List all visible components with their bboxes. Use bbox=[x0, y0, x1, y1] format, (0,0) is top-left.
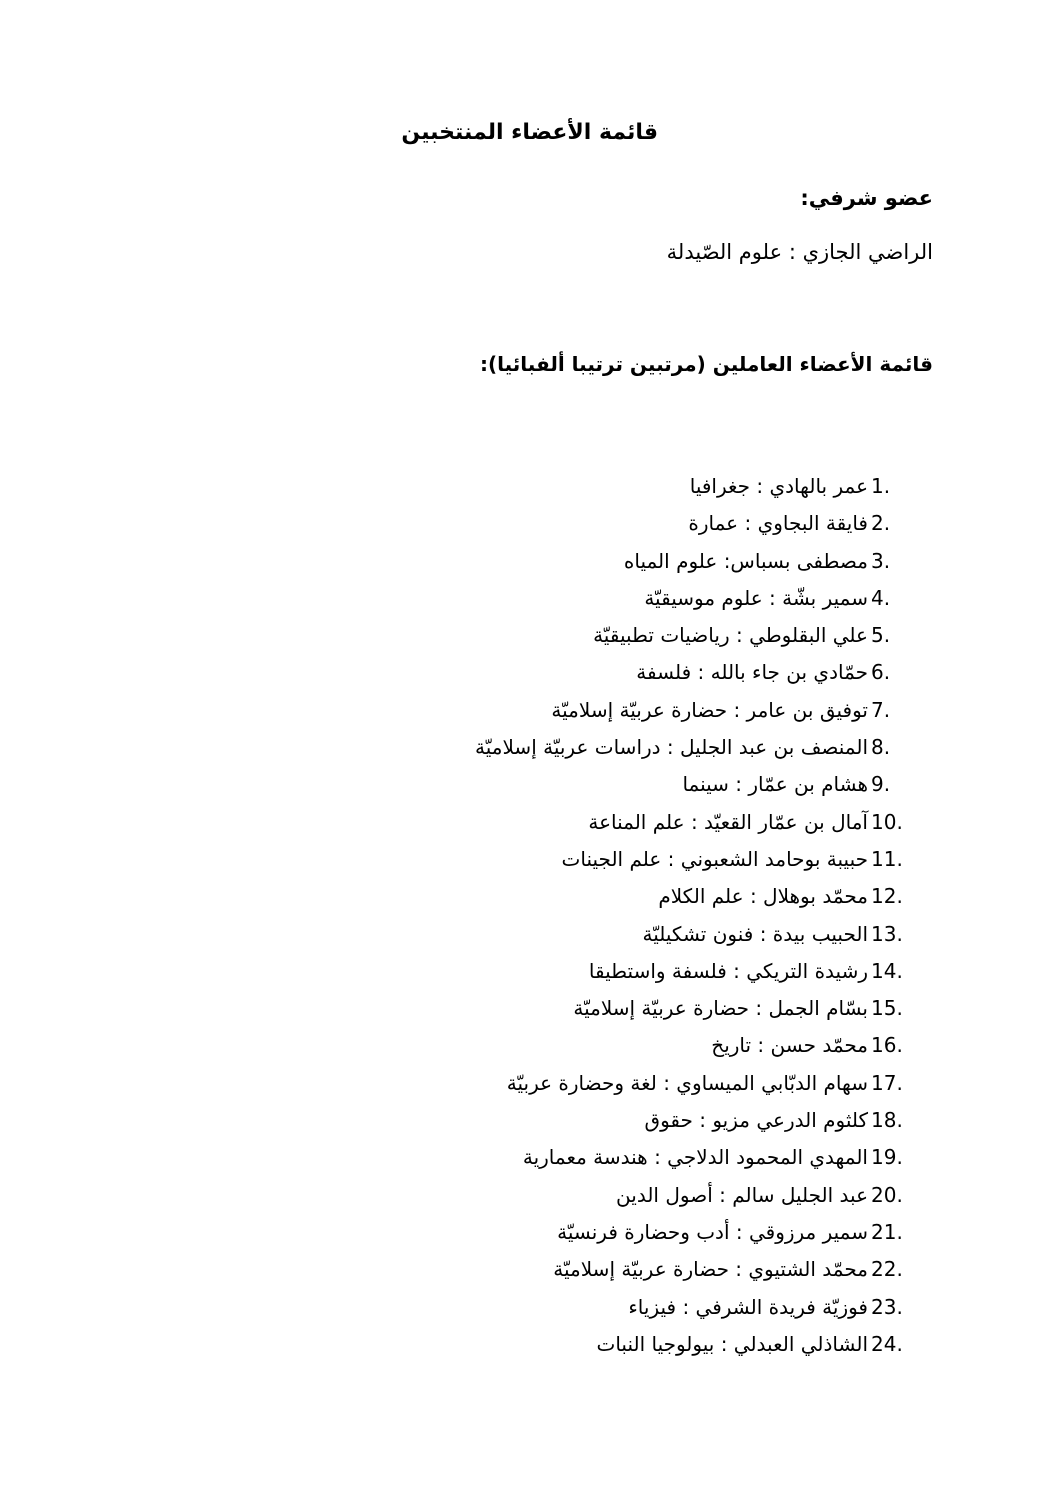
list-item-text: محمّد الشتيوي : حضارة عربيّة إسلاميّة bbox=[553, 1257, 868, 1282]
list-item-text: الشاذلي العبدلي : بيولوجيا النبات bbox=[596, 1331, 868, 1356]
list-item bbox=[0, 1139, 1058, 1176]
list-item bbox=[0, 617, 1058, 654]
list-item-number: 6. bbox=[871, 660, 891, 685]
working-members-list bbox=[0, 468, 1058, 1363]
list-item bbox=[0, 1214, 1058, 1251]
list-item-text: حمّادي بن جاء بالله : فلسفة bbox=[636, 660, 868, 685]
list-item bbox=[0, 916, 1058, 953]
list-item-number: 15. bbox=[871, 996, 903, 1021]
list-item bbox=[0, 654, 1058, 691]
list-item-text: فوزيّة فريدة الشرفي : فيزياء bbox=[628, 1294, 868, 1319]
list-item bbox=[0, 1251, 1058, 1288]
list-item bbox=[0, 505, 1058, 542]
list-item-text: حبيبة بوحامد الشعبوني : علم الجينات bbox=[561, 846, 868, 871]
list-item bbox=[0, 1102, 1058, 1139]
list-item-text: آمال بن عمّار القعيّد : علم المناعة bbox=[588, 809, 868, 834]
list-item-text: سهام الدبّابي الميساوي : لغة وحضارة عربيّة bbox=[506, 1070, 868, 1095]
list-item-text: فايقة البجاوي : عمارة bbox=[688, 511, 868, 536]
list-item bbox=[0, 692, 1058, 729]
list-item-text: المهدي المحمود الدلاجي : هندسة معمارية bbox=[522, 1145, 868, 1170]
list-item bbox=[0, 1065, 1058, 1102]
list-item-number: 16. bbox=[871, 1033, 903, 1058]
page-title: قائمة الأعضاء المنتخبين bbox=[401, 120, 658, 145]
working-members-heading: قائمة الأعضاء العاملين (مرتبين ترتيبا ألفبائيا): bbox=[479, 352, 933, 376]
list-item bbox=[0, 804, 1058, 841]
list-item-number: 5. bbox=[871, 623, 891, 648]
list-item-number: 23. bbox=[871, 1294, 903, 1319]
list-item-text: الحبيب بيدة : فنون تشكيليّة bbox=[642, 921, 868, 946]
list-item-number: 17. bbox=[871, 1070, 903, 1095]
list-item-text: توفيق بن عامر : حضارة عربيّة إسلاميّة bbox=[551, 697, 868, 722]
list-item-text: مصطفى بسباس: علوم المياه bbox=[623, 548, 868, 573]
list-item-number: 4. bbox=[871, 585, 891, 610]
list-item-number: 14. bbox=[871, 958, 903, 983]
list-item bbox=[0, 1326, 1058, 1363]
list-item bbox=[0, 729, 1058, 766]
list-item-number: 10. bbox=[871, 809, 903, 834]
list-item-number: 8. bbox=[871, 735, 891, 760]
list-item-number: 13. bbox=[871, 921, 903, 946]
list-item-text: عبد الجليل سالم : أصول الدين bbox=[616, 1182, 868, 1207]
list-item bbox=[0, 990, 1058, 1027]
list-item-text: محمّد حسن : تاريخ bbox=[711, 1033, 868, 1058]
list-item-number: 22. bbox=[871, 1257, 903, 1282]
list-item-text: سمير بشّة : علوم موسيقيّة bbox=[644, 585, 868, 610]
list-item bbox=[0, 953, 1058, 990]
list-item-text: علي البقلوطي : رياضيات تطبيقيّة bbox=[593, 623, 868, 648]
list-item bbox=[0, 580, 1058, 617]
list-item-text: عمر بالهادي : جغرافيا bbox=[689, 474, 868, 498]
list-item bbox=[0, 878, 1058, 915]
list-item-number: 2. bbox=[871, 511, 891, 536]
list-item-text: سمير مرزوقي : أدب وحضارة فرنسيّة bbox=[557, 1219, 868, 1244]
list-item-text: بسّام الجمل : حضارة عربيّة إسلاميّة bbox=[573, 996, 868, 1021]
list-item-number: 9. bbox=[871, 772, 891, 797]
list-item-number: 1. bbox=[871, 474, 891, 498]
list-item-number: 3. bbox=[871, 548, 891, 573]
list-item bbox=[0, 468, 1058, 505]
list-item-text: رشيدة التريكي : فلسفة واستطيقا bbox=[588, 958, 868, 983]
list-item-number: 12. bbox=[871, 884, 903, 909]
list-item bbox=[0, 841, 1058, 878]
list-item bbox=[0, 1027, 1058, 1064]
list-item-number: 20. bbox=[871, 1182, 903, 1207]
list-item-number: 19. bbox=[871, 1145, 903, 1170]
list-item-text: كلثوم الدرعي مزيو : حقوق bbox=[644, 1108, 868, 1133]
list-item-number: 21. bbox=[871, 1219, 903, 1244]
list-item-number: 11. bbox=[871, 846, 903, 871]
list-item-number: 18. bbox=[871, 1108, 903, 1133]
list-item-number: 24. bbox=[871, 1331, 903, 1356]
list-item-number: 7. bbox=[871, 697, 891, 722]
list-item bbox=[0, 1289, 1058, 1326]
honorary-member: الراضي الجازي : علوم الصّيدلة bbox=[666, 240, 933, 264]
list-item bbox=[0, 543, 1058, 580]
honorary-member-heading: عضو شرفي: bbox=[800, 186, 933, 210]
list-item-text: محمّد بوهلال : علم الكلام bbox=[658, 884, 868, 909]
list-item bbox=[0, 766, 1058, 803]
list-item-text: المنصف بن عبد الجليل : دراسات عربيّة إسلاميّة bbox=[475, 735, 868, 760]
list-item bbox=[0, 1177, 1058, 1214]
list-item-text: هشام بن عمّار : سينما bbox=[682, 772, 868, 797]
